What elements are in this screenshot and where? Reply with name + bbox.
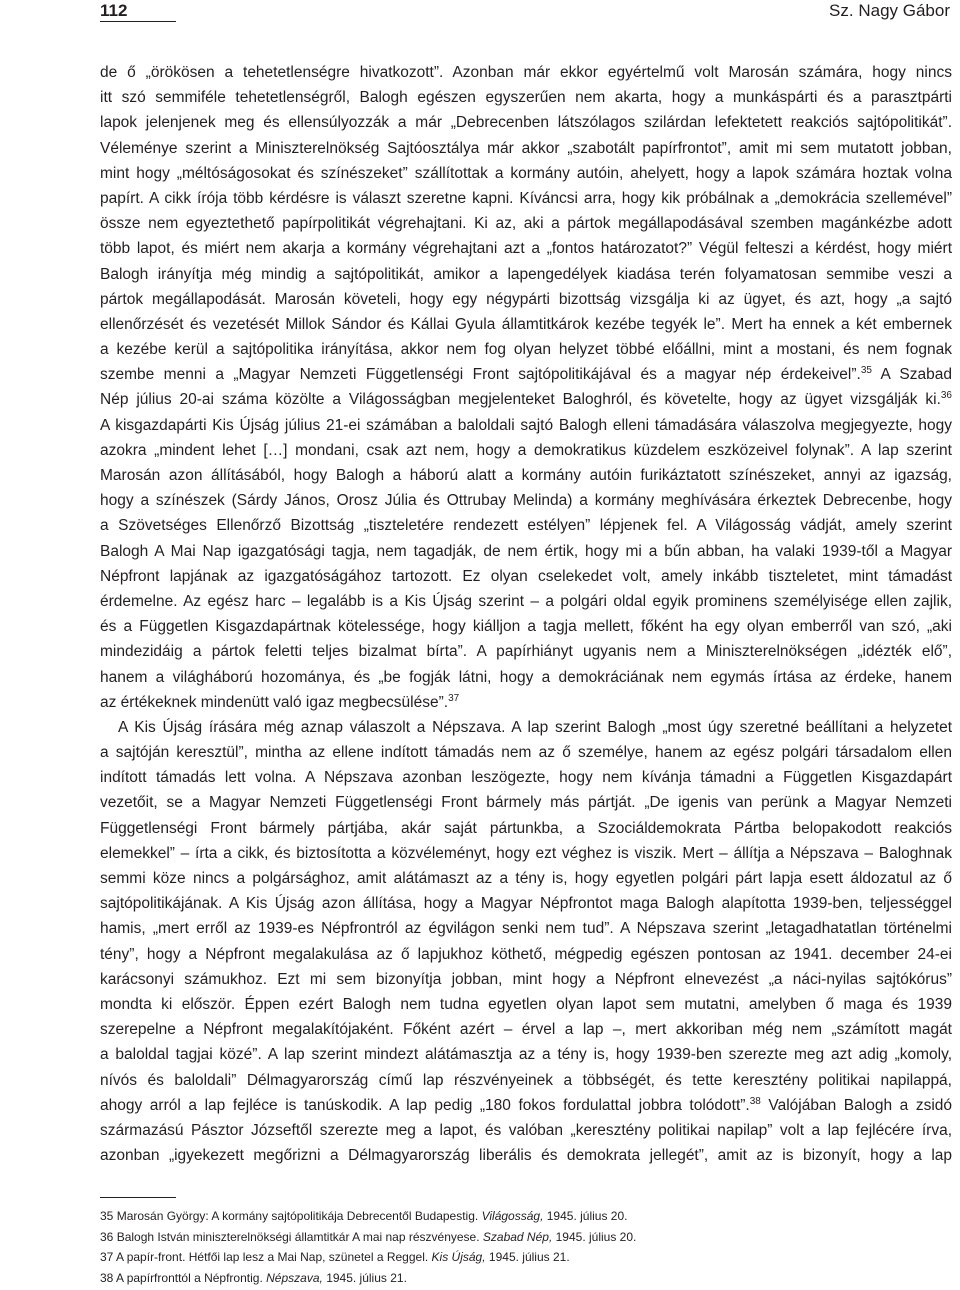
paragraph (100, 715, 952, 1168)
text-line (100, 337, 952, 362)
footnote-number: 37 (100, 1250, 114, 1265)
line-text: az értékeknek mindenütt való igaz megbecsülése”. (100, 693, 449, 711)
text-line (100, 564, 952, 589)
text-line (100, 262, 952, 287)
line-text: azokra „mindent lehet […] mondani, csak azt nem, hogy a demokratikus küzdelem eszközeivel folynak”. A lap szerint (100, 441, 952, 459)
text-line (100, 639, 952, 664)
footnote-title: Marosán György: A kormány sajtópolitikája Debrecentől Budapestig. (116, 1209, 479, 1223)
text-line (100, 136, 952, 161)
text-line (100, 690, 952, 715)
text-line (100, 740, 952, 765)
line-text: érdemelne. Az egész harc – legalább is a Kis Újság szerint – a polgári oldal egyik prominens személyisége ellen zajlik, (100, 592, 952, 610)
text-line (100, 161, 952, 186)
text-line (100, 413, 952, 438)
text-line (100, 362, 952, 387)
text-line (100, 916, 952, 941)
running-head (100, 0, 950, 26)
footnote-date: 1945. július 20. (555, 1229, 637, 1244)
line-text: a baloldal tagjai közé”. A lap szerint mindezt alátámasztja az a tény is, hogy 1939-ben szerezte meg azt adig „komoly, (100, 1046, 952, 1064)
body-text (100, 60, 952, 1168)
text-line (100, 211, 952, 236)
text-line (100, 765, 952, 790)
footnote-date: 1945. július 21. (326, 1270, 407, 1285)
running-head-author: Sz. Nagy Gábor (829, 1, 950, 20)
line-text: származású Pásztor Józseftől szerezte meg a lapot, és valóban „keresztény politikai napilap” volt a lap fejlécére írva, (100, 1121, 952, 1139)
footnote-reference: 36 (940, 390, 952, 402)
line-text: pártok megállapodását. Marosán követeli, hogy egy négypárti bizottság vizsgálja ki az ügyet, és azt, hogy „a sajtó (100, 290, 952, 308)
line-text: Függetlenségi Front bármely pártjába, akár saját pártunkba, a Szociáldemokrata Pártba belopakodott reakciós (100, 819, 952, 837)
line-text: lapok jelenjenek meg és ellensúlyozzák a már „Debrecenben látszólagos szilárdan lefektetett reakciós sajtópolitikát”. (100, 114, 952, 132)
line-text: mindezidáig a pártok feletti teljes bizalmat bírta”. A papírhiányt ugyanis nem a Miniszterelnökségen „idézték elő”, (100, 643, 952, 661)
line-text: hanem a világháború hozománya, és „be fogják látni, hogy a demokráciának nem egymás írtása az érdeke, hanem (100, 668, 952, 686)
text-line (100, 85, 952, 110)
line-text: Balogh irányítja még mindig a sajtópolitikát, amikor a lapengedélyek kiadása terén folyamatosan semmibe veszi a (100, 265, 952, 283)
line-text: és a Független Kisgazdapártnak kötelessége, hogy kiálljon a tagja mellett, főként ha egy olyan emberről van szó, „aki (100, 618, 952, 636)
line-text: Balogh A Mai Nap igazgatósági tagja, nem tagadják, de nem értik, hogy mi a bűn abban, ha valaki 1939-től a Magyar (100, 542, 952, 560)
footnote-number: 38 (100, 1270, 114, 1285)
text-line (100, 942, 952, 967)
line-text: Valójában Balogh a zsidó (760, 1096, 953, 1114)
text-line (100, 513, 952, 538)
text-line (100, 816, 952, 841)
footnote-number: 36 (100, 1229, 114, 1244)
line-text: Népfront lapjának az igazgatóságához tartozott. Ez olyan cselekedet volt, amely inkább tiszteletet, mint támadást (100, 567, 952, 585)
footnote (100, 1227, 952, 1248)
line-text: papírt. A cikk írója több kérdésre is választ szeretne kapni. Kíváncsi arra, hogy kik próbálnak a „demokrácia szellemével” (100, 189, 952, 207)
footnote-number: 35 (100, 1209, 114, 1223)
footnote-reference: 37 (448, 692, 460, 704)
line-text: sajtópolitikájának. A Kis Újság azon állítása, hogy a Magyar Népfrontot maga Balogh alapította 1939-ben, teljességgel (100, 895, 952, 913)
text-line (100, 110, 952, 135)
text-line (100, 1093, 952, 1118)
text-line (100, 1042, 952, 1067)
text-line (100, 891, 952, 916)
text-line (100, 463, 952, 488)
line-text: Marosán azon állításából, hogy Balogh a háború alatt a kormány autóin furikáztatott színészeket, annyi az igazság, (100, 467, 952, 484)
text-line (100, 841, 952, 866)
footnote-date: 1945. július 20. (546, 1209, 628, 1223)
line-text: mondta ki először. Éppen ezért Balogh nem tudna egyetlen olyan lapot sem mutatni, amelyben ő maga és 1939 (100, 995, 952, 1013)
line-text: ahogy arról a lap fejléce is tanúskodik. A lap pedig „180 fokos fordulattal jobbra tolódott”. (100, 1096, 750, 1114)
line-text: A Kis Újság írására még aznap válaszolt a Népszava. A lap szerint Balogh „most úgy szeretné beállítani a helyzetet (118, 718, 952, 736)
line-text: de ő „örökösen a tehetetlenségre hivatkozott”. Azonban már ekkor egyértelmű volt Marosán számára, hogy nincs (100, 64, 952, 81)
footnote-title: Balogh István miniszterelnökségi államtitkár A mai nap részvényese. (116, 1229, 480, 1244)
line-text: hogy a színészek (Sárdy János, Orosz Júlia és Ottrubay Melinda) a kormány meghívására érkeztek Debrecenbe, hogy (100, 492, 952, 510)
line-text: szerepelne a Népfront megalakítójaként. Főként azért – érvel a lap –, mert akkoriban még nem „számított magát (100, 1021, 952, 1039)
line-text: a sajtóján keresztül”, mintha az ellene indított támadás nem az ő személye, hanem az egész polgári társadalom ellen (100, 744, 952, 762)
text-line (100, 312, 952, 337)
text-line (100, 589, 952, 614)
line-text: hamis, „mert erről az 1939-es Népfrontról az égvilágon senki nem tud”. A Népszava szerint „letagadhatatlan történelmi (100, 920, 952, 938)
line-text: A Szabad (871, 366, 952, 384)
text-line (100, 1017, 952, 1042)
text-line (100, 236, 952, 261)
line-text: A kisgazdapárti Kis Újság július 21-ei számában a baloldali sajtó Balogh elleni támadására válaszolva megjegyezte, hogy (100, 416, 952, 434)
line-text: a kezébe kerül a sajtópolitika irányítása, akkor nem fog olyan helyzet többé előállni, mint a mostani, és nem fognak (100, 341, 952, 359)
text-line (100, 287, 952, 312)
line-text: több lapot, és miért nem akarja a kormány végrehajtani azt a „fontos határozatot?” Végül felteszi a kérdést, hogy miért (100, 240, 952, 258)
text-line (100, 1143, 952, 1168)
text-line (100, 992, 952, 1017)
header-rule (100, 21, 176, 22)
line-text: mint hogy „méltóságosokat és színészeket” szállítottak a kormány autóin, ahelyett, hogy a lapok számára hoztak volna (100, 164, 952, 182)
footnote-source: Kis Újság, (431, 1250, 486, 1265)
line-text: vezetőit, se a Magyar Nemzeti Függetlenségi Front bármely más pártját. „De igenis van perünk a Magyar Nemzeti (100, 794, 952, 812)
page-number: 112 (100, 1, 128, 20)
text-line (100, 715, 952, 740)
footnote-date: 1945. július 21. (488, 1250, 570, 1265)
footnote-source: Szabad Nép, (482, 1229, 553, 1244)
line-text: ellenőrzését és vezetését Millok Sándor és Kállai Gyula államtitkárok kezébe tegyék le”. Mert ha ennek a két embernek (100, 315, 952, 333)
line-text: össze nem egyeztethető papírpolitikát végrehajtani. Ki az, aki a pártok megállapodásával szemben magánkézbe adott (100, 215, 952, 233)
text-line (100, 1068, 952, 1093)
footnote-source: Népszava, (266, 1270, 323, 1285)
text-line (100, 1118, 952, 1143)
footnote-title: A papírfronttól a Népfrontig. (116, 1270, 263, 1285)
line-text: Véleménye szerint a Miniszterelnökség Sajtóosztálya már akkor „szabotált papírfrontot”, amit mi sem mutatott jobban, (100, 139, 952, 157)
line-text: karácsonyi számukhoz. Ezt mi sem bizonyítja jobban, mint hogy a Népfront elnevezést „a náci-nyilas sajtókórus” (100, 970, 952, 988)
footnote-title: A papír-front. Hétfői lap lesz a Mai Nap, szünetel a Reggel. (116, 1250, 429, 1265)
line-text: indított támadás lett volna. A Népszava azonban leszögezte, hogy nem kívánja támadni a Független Kisgazdapárt (100, 769, 952, 787)
line-text: azonban „igyekezett megőrizni a Délmagyarország liberális és demokrata jellegét”, amit az is bizonyít, hogy a lap (100, 1147, 952, 1165)
text-line (100, 186, 952, 211)
line-text: tény”, hogy a Népfront megalakulása az ő lapjukhoz köthető, mégpedig egészen pontosan az 1941. december 24-ei (100, 945, 952, 963)
text-line (100, 967, 952, 992)
line-text: nívós és baloldali” Délmagyarország című lap részvényeinek a többségét, és tette keresztény politikai napilappá, (100, 1071, 952, 1089)
text-line (100, 539, 952, 564)
paragraph (100, 60, 952, 715)
footnote-reference: 35 (860, 365, 872, 377)
text-line (100, 665, 952, 690)
text-line (100, 866, 952, 891)
footnote-source: Világosság, (481, 1209, 544, 1223)
text-line (100, 387, 952, 412)
footnotes (100, 1206, 952, 1288)
text-line (100, 790, 952, 815)
line-text: elemekkel” – írta a cikk, és biztosította a közvéleményt, hogy ezt véghez is viszik. Mert – állítja a Népszava – Baloghnak (100, 844, 952, 862)
line-text: semmi köze nincs a polgársághoz, amit alátámaszt az a tény is, hogy egyetlen polgári párt lapja esett áldozatul az ő (100, 870, 952, 887)
text-line (100, 438, 952, 463)
footnote (100, 1206, 952, 1227)
line-text: itt szó semmiféle tehetetlenségről, Balogh egészen egyszerűen nem akarta, hogy a munkáspárti és a parasztpárti (100, 89, 952, 107)
text-line (100, 614, 952, 639)
footnote (100, 1268, 952, 1289)
footnote-rule (100, 1197, 176, 1198)
line-text: Nép július 20-ai száma közölte a Világosságban megjelenteket Baloghról, és követelte, hogy az ügyet vizsgálják ki. (100, 391, 941, 409)
line-text: a Szövetséges Ellenőrző Bizottság „tiszteletére rendezett estélyen” lépjenek fel. A Világosság vádját, amely szerint (100, 517, 952, 535)
text-line (100, 488, 952, 513)
footnote (100, 1247, 952, 1268)
footnote-reference: 38 (749, 1095, 761, 1107)
text-line (100, 60, 952, 85)
line-text: szembe menni a „Magyar Nemzeti Függetlenségi Front sajtópolitikájával és a magyar nép érdekeivel”. (100, 366, 861, 384)
